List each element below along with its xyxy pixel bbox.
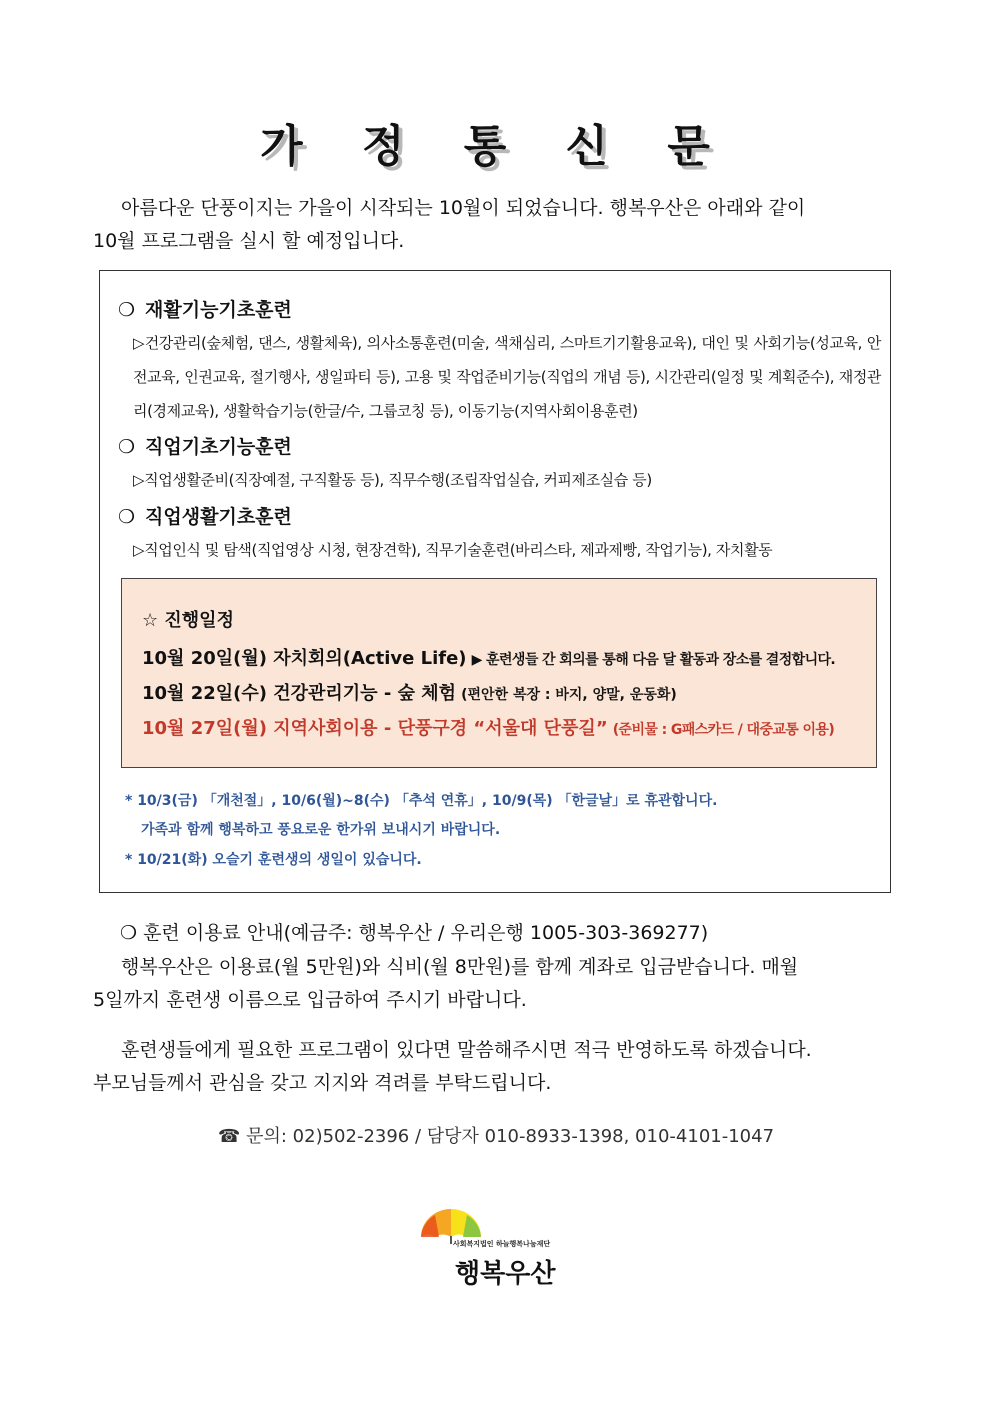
schedule-item (142, 679, 677, 705)
schedule-item (142, 644, 835, 670)
contact-info: ☎ 문의: 02)502-2396 / 담당자 010-8933-1398, 010-4101-1047 (217, 1126, 775, 1147)
birthday-note: * 10/21(화) 오슬기 훈련생의 생일이 있습니다. (125, 852, 422, 868)
holiday-note: * 10/3(금) 「개천절」, 10/6(월)~8(수) 「추석 연휴」, 10/9(목) 「한글날」로 휴관합니다. (125, 793, 718, 809)
section-body-job-life: ▷직업인식 및 탐색(직업영상 시청, 현장견학), 직무기술훈련(바리스타, 제과제빵, 작업기능), 자치활동 (133, 541, 773, 559)
intro-line-2: 10월 프로그램을 실시 할 예정입니다. (93, 230, 405, 252)
schedule-item-note: (편안한 복장 : 바지, 양말, 운동화) (461, 687, 677, 703)
intro-paragraph (93, 192, 898, 258)
section-heading-label: 직업생활기초훈련 (145, 506, 292, 528)
logo-name: 행복우산 (455, 1259, 556, 1289)
intro-line-1: 아름다운 단풍이지는 가을이 시작되는 10월이 되었습니다. 행복우산은 아래와 같이 (121, 197, 806, 219)
fee-line-1: 행복우산은 이용료(월 5만원)와 식비(월 8만원)를 함께 계좌로 입금받습니다. 매월 (121, 956, 799, 978)
logo-org-name: 사회복지법인 하늘행복나눔재단 (453, 1240, 551, 1248)
section-heading-job-life (118, 502, 292, 529)
logo (417, 1205, 577, 1300)
schedule-item-main: 10월 27일(월) 지역사회이용 - 단풍구경 “서울대 단풍길” (142, 718, 608, 739)
circle-bullet-icon: ❍ (118, 299, 136, 321)
section-heading-rehab (118, 295, 292, 322)
section-heading-label: 직업기초기능훈련 (145, 436, 292, 458)
section-heading-label: 재활기능기초훈련 (145, 299, 292, 321)
closing-line-1: 훈련생들에게 필요한 프로그램이 있다면 말씀해주시면 적극 반영하도록 하겠습니다. (121, 1039, 812, 1061)
page-title: 가 정 통 신 문 (260, 121, 732, 172)
schedule-item-note: (준비물 : G패스카드 / 대중교통 이용) (612, 722, 835, 738)
schedule-item (142, 714, 834, 740)
circle-bullet-icon: ❍ (118, 436, 136, 458)
closing-paragraph (93, 1034, 898, 1100)
fee-heading: ❍ 훈련 이용료 안내(예금주: 행복우산 / 우리은행 1005-303-369277) (120, 922, 709, 944)
fee-line-2: 5일까지 훈련생 이름으로 입금하여 주시기 바랍니다. (93, 989, 527, 1011)
schedule-item-main: 10월 20일(월) 자치회의(Active Life) (142, 648, 467, 669)
section-body-rehab: ▷건강관리(숲체험, 댄스, 생활체육), 의사소통훈련(미술, 색채심리, 스마트기기활용교육), 대인 및 사회기능(성교육, 안전교육, 인권교육, 절기행사, 생일파티 등), 고용 및 작업준비기능(직업의 개념 등), 시간관리(일정 및 계획준수), 재정관리(경제교육), 생활학습기능(한글/수, 그룹코칭 등), 이동기능(지역사회이용훈련) (133, 334, 881, 420)
section-heading-job-basic (118, 432, 292, 459)
schedule-heading: ☆ 진행일정 (142, 610, 234, 631)
schedule-item-main: 10월 22일(수) 건강관리기능 - 숲 체험 (142, 683, 457, 704)
schedule-item-note: ▶ 훈련생들 간 회의를 통해 다음 달 활동과 장소를 결정합니다. (471, 652, 836, 668)
holiday-greeting: 가족과 함께 행복하고 풍요로운 한가위 보내시기 바랍니다. (141, 822, 501, 838)
fee-paragraph (93, 951, 898, 1017)
section-body-job-basic: ▷직업생활준비(직장예절, 구직활동 등), 직무수행(조립작업실습, 커피제조실습 등) (133, 471, 652, 489)
closing-line-2: 부모님들께서 관심을 갖고 지지와 격려를 부탁드립니다. (93, 1072, 552, 1094)
circle-bullet-icon: ❍ (118, 506, 136, 528)
